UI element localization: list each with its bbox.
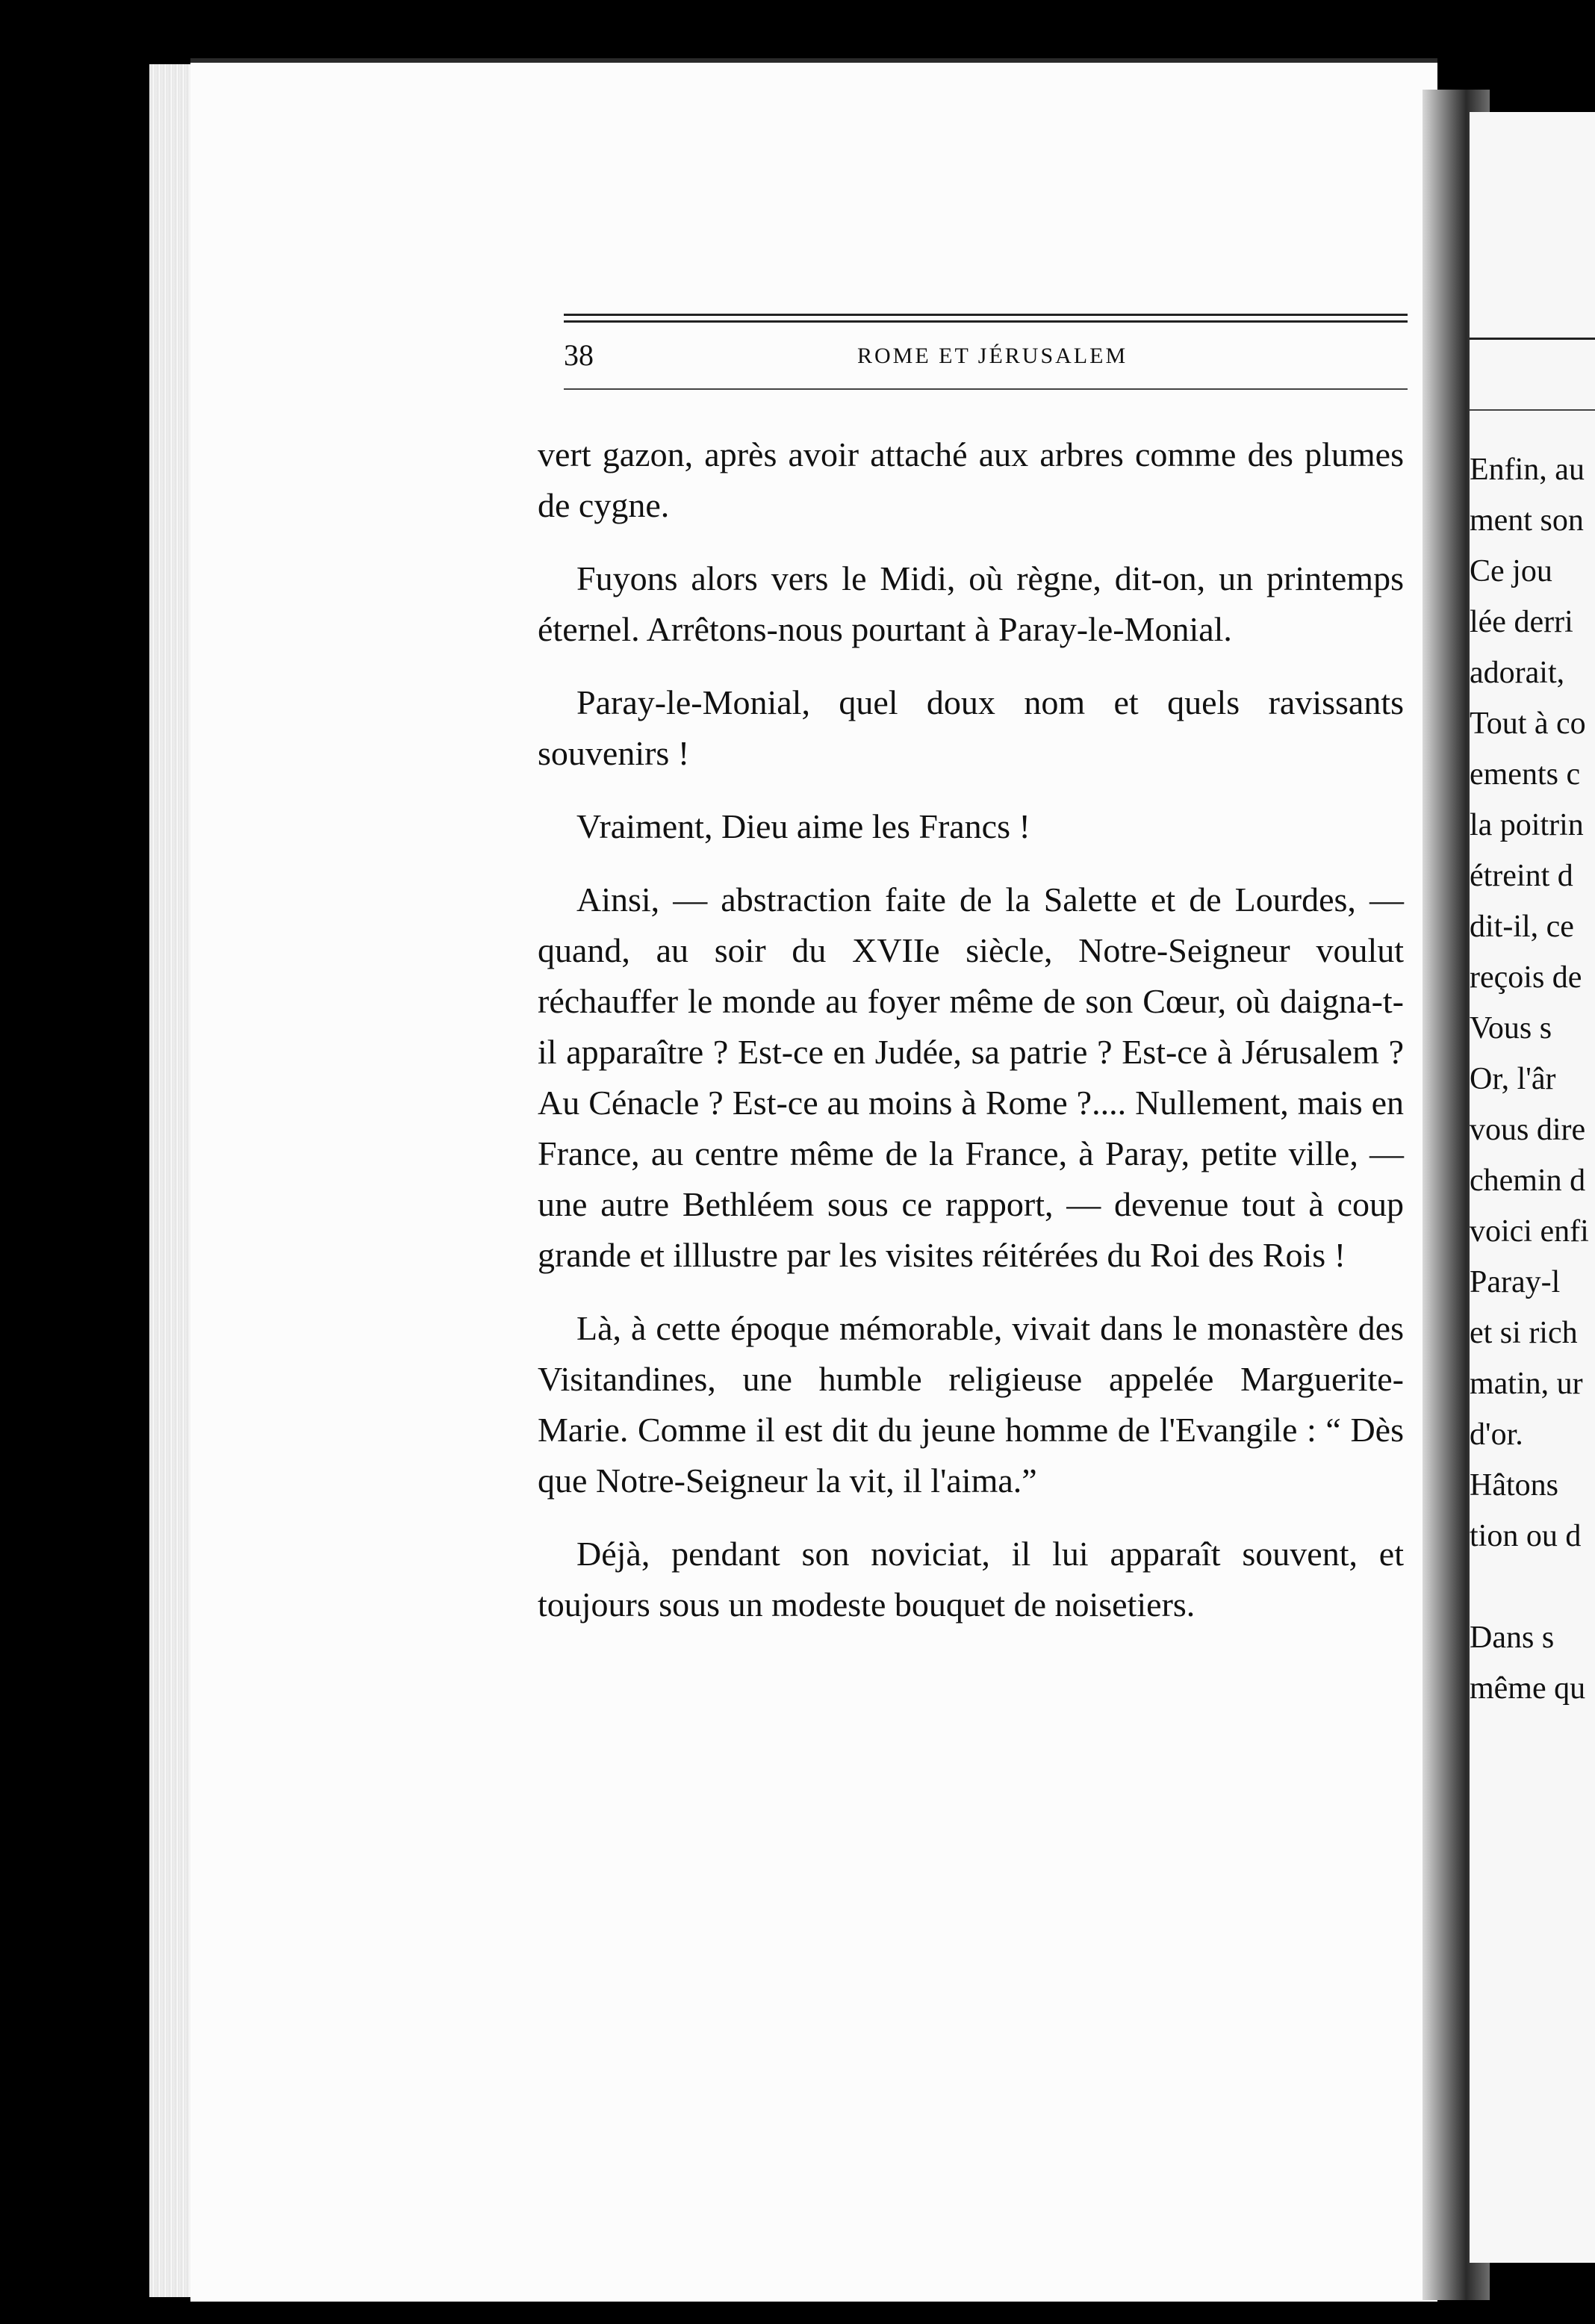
right-line: Paray-l bbox=[1470, 1265, 1561, 1299]
right-line: Dans s bbox=[1470, 1621, 1555, 1655]
right-line: adorait, bbox=[1470, 656, 1565, 690]
right-line: la poitrin bbox=[1470, 808, 1584, 842]
paragraph: Là, à cette époque mémorable, vivait dans le monastère des Visitandines, une humble religieuse appelée Marguerite-Marie. Comme il est dit du jeune homme de l'Evangile : “ Dès que Notre-Seigneur la vit, il l'aima.” bbox=[538, 1309, 1404, 1500]
right-line: Or, l'âr bbox=[1470, 1062, 1556, 1096]
right-line: chemin d bbox=[1470, 1163, 1586, 1198]
right-line: ment son bbox=[1470, 503, 1584, 538]
paragraph: Ainsi, — abstraction faite de la Salette et de Lourdes, — quand, au soir du XVIIe siècle, Notre-Seigneur voulut réchauffer le monde au foyer même de son Cœur, où daigna-t-il apparaître ? Est-ce en Judée, sa patrie ? Est-ce à Jérusalem ? Au Cénacle ? Est-ce au moins à Rome ?.... Nullement, mais en France, au centre même de la France, à Paray, petite ville, — une autre Bethléem sous ce rapport, — devenue tout à coup grande et illlustre par les visites réitérées du Roi des Rois ! bbox=[538, 880, 1404, 1274]
right-line: Hâtons bbox=[1470, 1468, 1558, 1503]
right-line: dit-il, ce bbox=[1470, 910, 1574, 944]
right-line: et si rich bbox=[1470, 1316, 1578, 1350]
body-text bbox=[538, 429, 1404, 1653]
right-line: même qu bbox=[1470, 1671, 1586, 1706]
right-header-rule bbox=[1470, 338, 1595, 340]
right-line bbox=[1470, 1562, 1589, 1612]
right-line: ements c bbox=[1470, 757, 1581, 792]
right-line: d'or. bbox=[1470, 1417, 1523, 1452]
right-line: matin, ur bbox=[1470, 1367, 1583, 1401]
right-line: voici enfi bbox=[1470, 1214, 1589, 1249]
header-rule-bottom bbox=[564, 388, 1408, 390]
right-line: étreint d bbox=[1470, 859, 1573, 893]
right-line: Tout à co bbox=[1470, 706, 1586, 741]
right-line: vous dire bbox=[1470, 1113, 1586, 1147]
right-line: reçois de bbox=[1470, 960, 1582, 995]
paragraph: Déjà, pendant son noviciat, il lui apparaît souvent, et toujours sous un modeste bouquet de noisetiers. bbox=[538, 1535, 1404, 1624]
right-line: Vous s bbox=[1470, 1011, 1552, 1046]
right-page-text bbox=[1470, 444, 1589, 1714]
page-number: 38 bbox=[564, 338, 594, 372]
paragraph: vert gazon, après avoir attaché aux arbres comme des plumes de cygne. bbox=[538, 435, 1404, 524]
right-line: lée derri bbox=[1470, 605, 1573, 639]
right-line: tion ou d bbox=[1470, 1519, 1582, 1553]
paragraph: Paray-le-Monial, quel doux nom et quels ravissants souvenirs ! bbox=[538, 683, 1404, 772]
header-rule bbox=[564, 314, 1408, 316]
right-line: Ce jou bbox=[1470, 554, 1552, 588]
paragraph: Vraiment, Dieu aime les Francs ! bbox=[576, 807, 1030, 845]
right-header-rule-bottom bbox=[1470, 409, 1595, 411]
paragraph: Fuyons alors vers le Midi, où règne, dit-on, un printemps éternel. Arrêtons-nous pourtant à Paray-le-Monial. bbox=[538, 559, 1404, 648]
running-head: ROME ET JÉRUSALEM bbox=[857, 344, 1128, 368]
right-line: Enfin, au bbox=[1470, 453, 1585, 487]
